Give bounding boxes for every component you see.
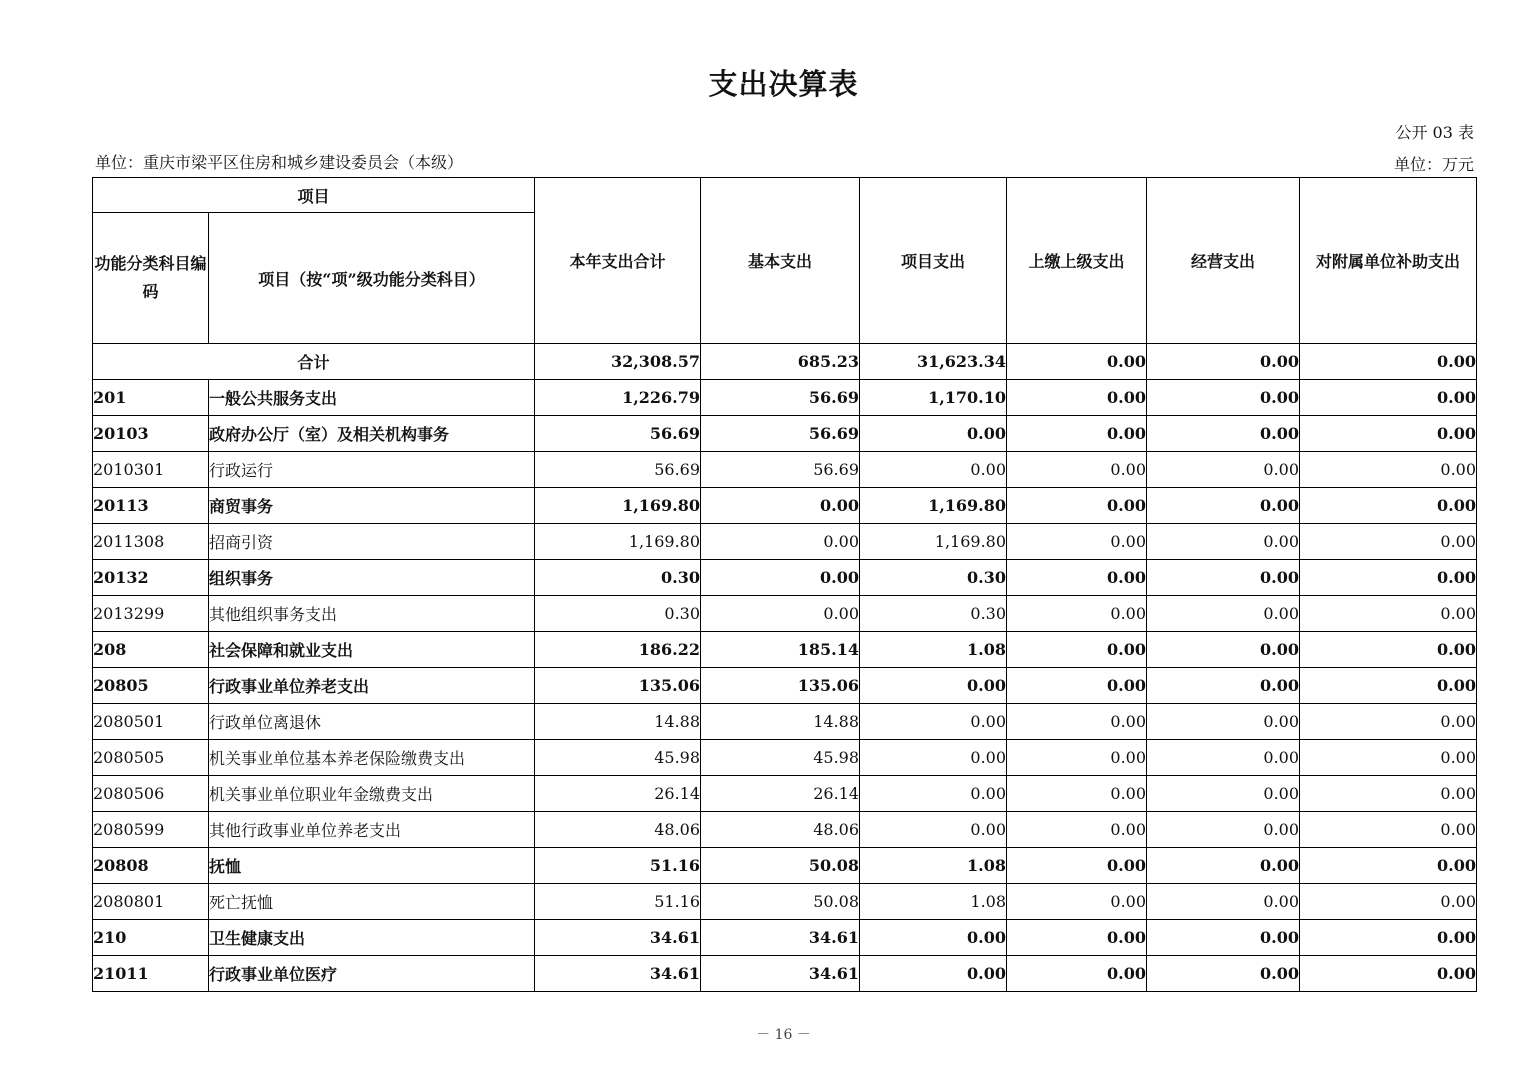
- row-value: 0.00: [1300, 956, 1477, 992]
- row-name: 招商引资: [209, 524, 535, 560]
- row-value: 48.06: [701, 812, 860, 848]
- total-value: 685.23: [701, 344, 860, 380]
- row-code: 2011308: [93, 524, 209, 560]
- total-value: 31,623.34: [860, 344, 1007, 380]
- row-value: 1.08: [860, 632, 1007, 668]
- row-code: 20103: [93, 416, 209, 452]
- row-value: 0.00: [1147, 848, 1300, 884]
- row-name: 政府办公厅（室）及相关机构事务: [209, 416, 535, 452]
- table-row: [93, 380, 1477, 416]
- row-name: 抚恤: [209, 848, 535, 884]
- row-value: 0.00: [1007, 884, 1147, 920]
- row-value: 135.06: [535, 668, 701, 704]
- row-value: 0.00: [860, 776, 1007, 812]
- row-value: 0.00: [701, 524, 860, 560]
- row-name: 行政事业单位医疗: [209, 956, 535, 992]
- row-value: 0.00: [1147, 668, 1300, 704]
- table-row: [93, 452, 1477, 488]
- row-value: 34.61: [535, 920, 701, 956]
- header-basic: 基本支出: [701, 178, 860, 344]
- table-row: [93, 884, 1477, 920]
- row-value: 0.00: [1300, 920, 1477, 956]
- table-row: [93, 596, 1477, 632]
- row-value: 0.00: [1007, 848, 1147, 884]
- row-value: 0.00: [1007, 704, 1147, 740]
- form-number: 公开 03 表: [1395, 123, 1474, 142]
- row-value: 0.00: [1300, 488, 1477, 524]
- row-value: 0.00: [1300, 416, 1477, 452]
- row-value: 0.00: [1147, 956, 1300, 992]
- row-value: 0.00: [1147, 884, 1300, 920]
- row-value: 0.30: [535, 596, 701, 632]
- row-value: 0.00: [860, 740, 1007, 776]
- row-value: 0.00: [1007, 920, 1147, 956]
- row-value: 26.14: [701, 776, 860, 812]
- row-name: 行政单位离退休: [209, 704, 535, 740]
- row-value: 0.00: [1007, 668, 1147, 704]
- row-value: 56.69: [701, 380, 860, 416]
- table-row: [93, 524, 1477, 560]
- row-value: 135.06: [701, 668, 860, 704]
- row-value: 0.00: [1300, 812, 1477, 848]
- row-value: 34.61: [701, 920, 860, 956]
- row-code: 20805: [93, 668, 209, 704]
- total-value: 0.00: [1147, 344, 1300, 380]
- row-value: 0.00: [1007, 380, 1147, 416]
- row-code: 210: [93, 920, 209, 956]
- total-value: 32,308.57: [535, 344, 701, 380]
- row-name: 其他行政事业单位养老支出: [209, 812, 535, 848]
- row-value: 0.00: [1007, 488, 1147, 524]
- row-value: 1,169.80: [535, 488, 701, 524]
- table-row: [93, 488, 1477, 524]
- row-value: 1.08: [860, 848, 1007, 884]
- row-value: 0.00: [860, 416, 1007, 452]
- row-code: 201: [93, 380, 209, 416]
- total-value: 0.00: [1300, 344, 1477, 380]
- header-subsidy: 对附属单位补助支出: [1300, 178, 1477, 344]
- row-value: 0.00: [1007, 452, 1147, 488]
- row-name: 机关事业单位职业年金缴费支出: [209, 776, 535, 812]
- header-business: 经营支出: [1147, 178, 1300, 344]
- row-value: 0.00: [860, 704, 1007, 740]
- row-value: 0.00: [1147, 380, 1300, 416]
- row-value: 0.00: [1007, 956, 1147, 992]
- row-value: 0.00: [1007, 812, 1147, 848]
- row-value: 45.98: [701, 740, 860, 776]
- row-value: 0.00: [860, 452, 1007, 488]
- row-value: 0.00: [1007, 596, 1147, 632]
- row-value: 0.00: [1007, 776, 1147, 812]
- table-row: [93, 776, 1477, 812]
- row-code: 2080505: [93, 740, 209, 776]
- row-value: 0.00: [1147, 524, 1300, 560]
- table-row: [93, 956, 1477, 992]
- row-value: 0.00: [1300, 668, 1477, 704]
- unit-organization: 单位：重庆市梁平区住房和城乡建设委员会（本级）: [95, 153, 464, 172]
- row-value: 56.69: [701, 452, 860, 488]
- row-name: 社会保障和就业支出: [209, 632, 535, 668]
- row-value: 14.88: [701, 704, 860, 740]
- row-value: 0.00: [1147, 704, 1300, 740]
- row-code: 2010301: [93, 452, 209, 488]
- row-value: 26.14: [535, 776, 701, 812]
- row-value: 0.00: [1300, 524, 1477, 560]
- row-value: 0.00: [1147, 920, 1300, 956]
- row-value: 0.00: [1300, 884, 1477, 920]
- row-code: 20113: [93, 488, 209, 524]
- row-name: 行政运行: [209, 452, 535, 488]
- total-label: 合计: [93, 344, 535, 380]
- row-value: 1,169.80: [860, 488, 1007, 524]
- row-value: 0.00: [860, 920, 1007, 956]
- row-value: 1,170.10: [860, 380, 1007, 416]
- row-value: 0.00: [1147, 488, 1300, 524]
- row-value: 14.88: [535, 704, 701, 740]
- table-row: [93, 740, 1477, 776]
- row-value: 0.00: [1147, 632, 1300, 668]
- total-value: 0.00: [1007, 344, 1147, 380]
- row-value: 51.16: [535, 848, 701, 884]
- row-code: 208: [93, 632, 209, 668]
- row-value: 0.00: [1300, 452, 1477, 488]
- row-value: 0.00: [860, 956, 1007, 992]
- row-name: 行政事业单位养老支出: [209, 668, 535, 704]
- row-value: 0.00: [1007, 740, 1147, 776]
- row-value: 34.61: [701, 956, 860, 992]
- row-value: 50.08: [701, 848, 860, 884]
- unit-currency: 单位：万元: [1393, 155, 1474, 174]
- row-name: 机关事业单位基本养老保险缴费支出: [209, 740, 535, 776]
- row-value: 0.00: [1300, 848, 1477, 884]
- row-code: 20132: [93, 560, 209, 596]
- row-value: 0.00: [1147, 560, 1300, 596]
- row-name: 商贸事务: [209, 488, 535, 524]
- row-value: 0.00: [1007, 632, 1147, 668]
- table-row: [93, 704, 1477, 740]
- row-value: 0.00: [701, 488, 860, 524]
- row-name: 组织事务: [209, 560, 535, 596]
- row-code: 2080599: [93, 812, 209, 848]
- row-name: 卫生健康支出: [209, 920, 535, 956]
- table-row: [93, 848, 1477, 884]
- row-code: 2013299: [93, 596, 209, 632]
- row-value: 56.69: [701, 416, 860, 452]
- row-value: 0.00: [1300, 380, 1477, 416]
- table-row: [93, 920, 1477, 956]
- row-value: 0.30: [860, 560, 1007, 596]
- page-number: － 16 －: [756, 1027, 811, 1043]
- row-value: 1,169.80: [860, 524, 1007, 560]
- row-value: 185.14: [701, 632, 860, 668]
- row-value: 0.00: [1300, 776, 1477, 812]
- row-value: 0.30: [535, 560, 701, 596]
- row-value: 0.00: [1300, 740, 1477, 776]
- row-value: 1,169.80: [535, 524, 701, 560]
- row-code: 21011: [93, 956, 209, 992]
- header-total: 本年支出合计: [535, 178, 701, 344]
- header-project-expenditure: 项目支出: [860, 178, 1007, 344]
- row-value: 0.00: [1007, 524, 1147, 560]
- page-title: 支出决算表: [708, 67, 859, 101]
- row-name: 其他组织事务支出: [209, 596, 535, 632]
- row-name: 一般公共服务支出: [209, 380, 535, 416]
- row-value: 0.00: [1147, 776, 1300, 812]
- row-name: 死亡抚恤: [209, 884, 535, 920]
- row-value: 0.00: [1147, 812, 1300, 848]
- row-value: 1.08: [860, 884, 1007, 920]
- row-value: 0.00: [860, 668, 1007, 704]
- row-value: 186.22: [535, 632, 701, 668]
- row-value: 0.00: [1007, 560, 1147, 596]
- header-name: 项目（按“项”级功能分类科目）: [209, 213, 535, 344]
- row-value: 34.61: [535, 956, 701, 992]
- row-value: 0.00: [1300, 632, 1477, 668]
- row-value: 0.00: [1147, 416, 1300, 452]
- row-value: 0.00: [1300, 596, 1477, 632]
- row-value: 0.00: [701, 560, 860, 596]
- row-code: 2080501: [93, 704, 209, 740]
- row-value: 45.98: [535, 740, 701, 776]
- table-row: [93, 632, 1477, 668]
- row-value: 0.00: [1147, 596, 1300, 632]
- header-code: 功能分类科目编码: [93, 213, 209, 344]
- header-upper: 上缴上级支出: [1007, 178, 1147, 344]
- row-value: 56.69: [535, 416, 701, 452]
- row-value: 0.00: [1300, 704, 1477, 740]
- row-code: 2080506: [93, 776, 209, 812]
- table-row: [93, 668, 1477, 704]
- expenditure-table: [92, 177, 1477, 992]
- row-value: 48.06: [535, 812, 701, 848]
- row-value: 0.00: [860, 812, 1007, 848]
- row-value: 56.69: [535, 452, 701, 488]
- table-row: [93, 812, 1477, 848]
- row-value: 0.30: [860, 596, 1007, 632]
- row-value: 0.00: [1147, 452, 1300, 488]
- table-row: [93, 416, 1477, 452]
- row-value: 0.00: [1300, 560, 1477, 596]
- row-value: 0.00: [701, 596, 860, 632]
- row-code: 2080801: [93, 884, 209, 920]
- row-value: 50.08: [701, 884, 860, 920]
- row-value: 0.00: [1147, 740, 1300, 776]
- header-project: 项目: [93, 178, 535, 213]
- table-row: [93, 560, 1477, 596]
- row-value: 51.16: [535, 884, 701, 920]
- total-row: [93, 344, 1477, 380]
- row-value: 0.00: [1007, 416, 1147, 452]
- row-code: 20808: [93, 848, 209, 884]
- row-value: 1,226.79: [535, 380, 701, 416]
